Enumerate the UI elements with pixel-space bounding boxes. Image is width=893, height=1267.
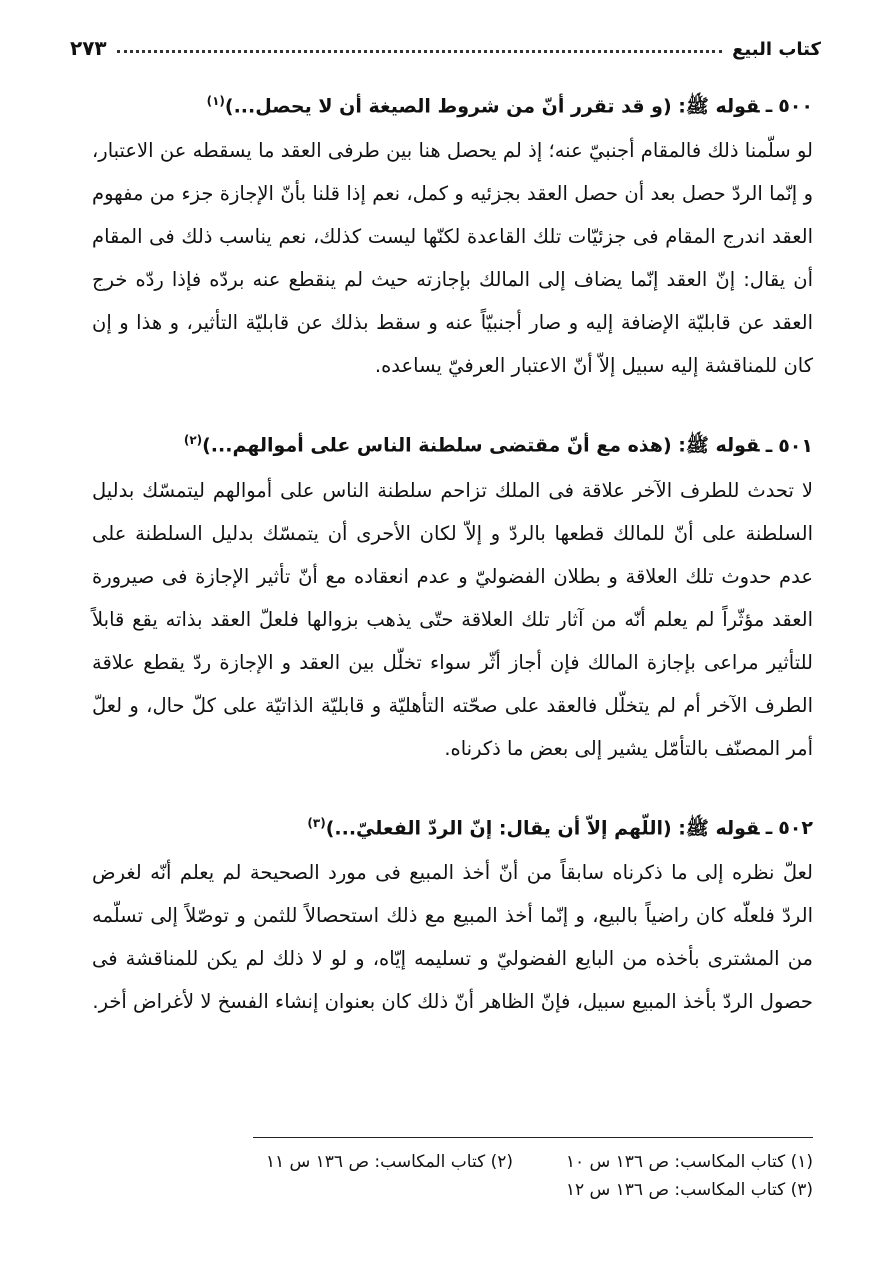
footnote-reference[interactable]: (١): [206, 94, 225, 108]
section-502: [92, 800, 813, 1023]
section-paragraph: لو سلّمنا ذلك فالمقام أجنبيّ عنه؛ إذ لم يحصل هنا بين طرفى العقد ما يسقطه عن الاعتبار، و إنّما الردّ حصل بعد أن حصل العقد بجزئيه و كمل، نعم إذا قلنا بأنّ الإجازة جزء من مفهوم العقد اندرج المقام فى جزئيّات تلك القاعدة لكنّها ليست كذلك، نعم يناسب ذلك فى المقام أن يقال: إنّ العقد إنّما يضاف إلى المالك بإجازته حيث لم ينقطع عنه بردّه فإذا ردّه خرج العقد عن قابليّة الإضافة إليه و صار أجنبيّاً عنه و سقط بذلك عن قابليّة التأثير، و هذا و إن كان للمناقشة إليه سبيل إلاّ أنّ الاعتبار العرفيّ يساعده.: [92, 139, 813, 378]
section-paragraph: لا تحدث للطرف الآخر علاقة فى الملك تزاحم سلطنة الناس على أموالهم ليتمسّك بدليل السلطنة على أنّ للمالك قطعها بالردّ و إلاّ لكان الأحرى أن يتمسّك بدليل السلطنة على عدم حدوث تلك العلاقة و بطلان الفضوليّ و عدم انعقاده مع أنّ تأثير الإجازة فى صيرورة العقد مؤثّراً لم يعلم أنّه من آثار تلك العلاقة حتّى يذهب بزوالها فلعلّ العقد بذاته يقع قابلاً للتأثير مراعى بإجازة المالك فإن أجاز أثّر سواء تخلّل بين العقد و الإجازة ردّ يقطع علاقة الطرف الآخر أم لم يتخلّل فالعقد على صحّته التأهليّة و قابليّة الذاتيّة على كلّ حال، و لعلّ أمر المصنّف بالتأمّل يشير إلى بعض ما ذكرناه.: [92, 478, 813, 760]
running-title: كتاب البيع: [732, 39, 821, 60]
section-lead: قوله ﷺ:: [678, 95, 760, 118]
section-heading: [92, 78, 813, 129]
header-dotted-leader: [117, 49, 723, 53]
section-quote: (و قد تقرر أنّ من شروط الصيغة أن لا يحصل...): [224, 95, 672, 118]
section-heading: [92, 417, 813, 468]
section-quote: (اللّهم إلاّ أن يقال: إنّ الردّ الفعليّ...): [325, 816, 672, 839]
footnote-reference[interactable]: (٢): [183, 433, 203, 448]
section-500: [92, 78, 813, 387]
section-heading: [92, 800, 813, 851]
section-quote: (هذه مع أنّ مقتضى سلطنة الناس على أموالهم...): [202, 434, 672, 457]
page-body: [92, 78, 813, 1053]
footnote-3: (٣) كتاب المكاسب: ص ١٣٦ س ١٢: [565, 1180, 813, 1200]
footnote-row: [173, 1176, 813, 1204]
section-501: [92, 417, 813, 769]
page-number: ٢٧٣: [70, 36, 107, 60]
footnote-divider: [253, 1137, 813, 1138]
section-lead: قوله ﷺ:: [678, 434, 760, 457]
section-lead: قوله ﷺ:: [678, 816, 760, 839]
section-number: ٥٠٢: [778, 816, 813, 839]
footnote-1: (١) كتاب المكاسب: ص ١٣٦ س ١٠: [565, 1152, 813, 1172]
footnote-2: (٢) كتاب المكاسب: ص ١٣٦ س ١١: [265, 1152, 513, 1172]
page-header: [70, 28, 821, 60]
footnote-row: [173, 1148, 813, 1176]
footnotes: [173, 1148, 813, 1204]
section-paragraph: لعلّ نظره إلى ما ذكرناه سابقاً من أنّ أخذ المبيع فى مورد الصحيحة لم يعلم أنّه لغرض الردّ فلعلّه كان راضياً بالبيع، و إنّما أخذ المبيع مع ذلك استحصالاً للثمن و توصّلاً إلى تسلّمه من المشترى بأخذه من البايع الفضوليّ و تسليمه إيّاه، و لو لا ذلك لم يكن للمناقشة فى حصول الردّ بأخذ المبيع سبيل، فإنّ الظاهر أنّ ذلك كان بعنوان إنشاء الفسخ لا لأغراض أخر.: [92, 860, 813, 1013]
section-number: ٥٠١: [778, 434, 813, 457]
section-separator: ـ: [765, 816, 773, 839]
section-separator: ـ: [765, 95, 773, 118]
section-number: ٥٠٠: [778, 95, 813, 118]
section-separator: ـ: [765, 434, 773, 457]
footnote-reference[interactable]: (٣): [307, 815, 326, 830]
